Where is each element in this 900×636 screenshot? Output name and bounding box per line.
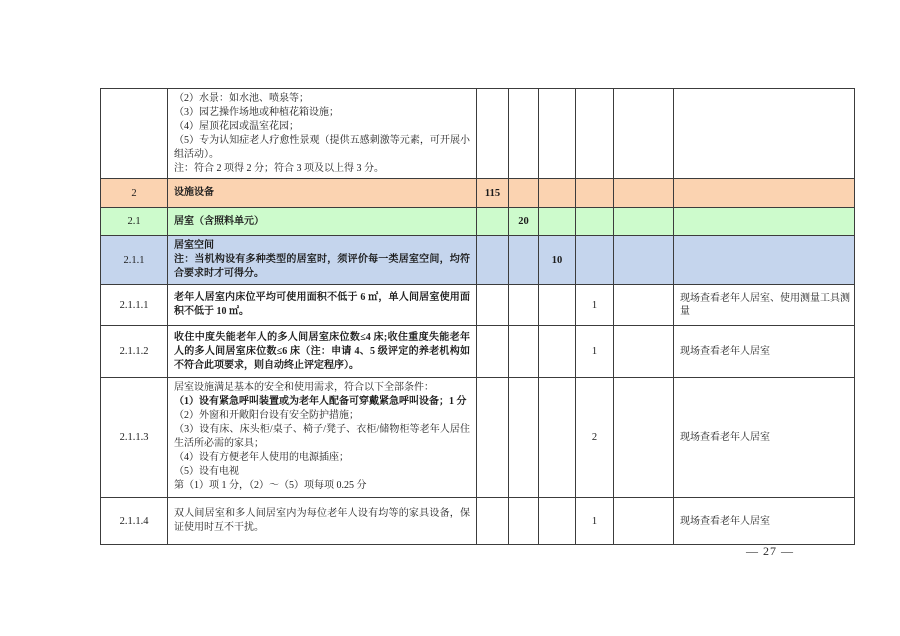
row-desc	[168, 208, 477, 235]
notes-cell	[674, 179, 854, 207]
score-cell	[539, 89, 576, 178]
notes-cell: 现场查看老年人居室	[680, 432, 770, 443]
score-cell	[614, 285, 674, 325]
score-cell	[477, 498, 509, 544]
score-cell	[509, 326, 539, 377]
score-cell	[614, 89, 674, 178]
desc-line: （5）专为认知症老人疗愈性景观（提供五感刺激等元素，可开展小组活动）。	[174, 135, 470, 160]
table-row	[101, 285, 854, 326]
row-desc	[168, 179, 477, 207]
score-cell: 115	[477, 179, 509, 207]
desc-line: （2）外窗和开敞阳台设有安全防护措施；	[174, 410, 359, 421]
score-cell	[509, 89, 539, 178]
desc-line: 居室设施满足基本的安全和使用需求，符合以下全部条件：	[174, 382, 434, 393]
row-id: 2.1	[101, 208, 168, 235]
desc-line: 注：符合 2 项得 2 分；符合 3 项及以上得 3 分。	[174, 163, 384, 174]
score-cell	[614, 208, 674, 235]
score-cell	[477, 378, 509, 497]
score-cell	[576, 89, 614, 178]
score-cell	[509, 285, 539, 325]
table-row	[101, 179, 854, 208]
desc-line: （4）设有方便老年人使用的电源插座；	[174, 452, 349, 463]
desc-line: 收住中度失能老年人的多人间居室床位数≤4 床;收住重度失能老年人的多人间居室床位数≤6 床（注：申请 4、5 级评定的养老机构如不符合此项要求，则自动终止评定程序）。	[174, 331, 470, 371]
desc-line: 居室空间	[174, 240, 214, 251]
row-id: 2	[101, 179, 168, 207]
row-id: 2.1.1.1	[101, 285, 168, 325]
notes-cell: 现场查看老年人居室	[680, 515, 770, 527]
notes-cell: 现场查看老年人居室	[680, 346, 770, 357]
table-row	[101, 236, 854, 285]
row-id: 2.1.1.2	[101, 326, 168, 377]
row-id: 2.1.1.3	[101, 378, 168, 497]
score-cell	[509, 378, 539, 497]
score-cell	[477, 89, 509, 178]
row-desc	[168, 326, 477, 377]
score-cell	[539, 179, 576, 207]
desc-line: 居室（含照料单元）	[174, 215, 264, 227]
score-cell	[614, 179, 674, 207]
row-desc	[168, 89, 477, 178]
score-cell	[477, 285, 509, 325]
desc-line: （4）屋顶花园或温室花园；	[174, 121, 299, 132]
score-cell: 1	[576, 498, 614, 544]
score-cell	[576, 179, 614, 207]
desc-line: 第（1）项 1 分，（2）～（5）项每项 0.25 分	[174, 480, 367, 491]
notes-cell	[674, 208, 854, 235]
table-row	[101, 498, 854, 544]
row-id: 2.1.1.4	[101, 498, 168, 544]
row-desc	[168, 236, 477, 284]
score-cell: 1	[576, 326, 614, 377]
score-cell	[539, 498, 576, 544]
score-cell	[509, 236, 539, 284]
desc-line: 双人间居室和多人间居室内为每位老年人设有均等的家具设备，保证使用时互不干扰。	[174, 508, 470, 533]
row-id	[101, 89, 168, 178]
desc-line: （3）设有床、床头柜/桌子、椅子/凳子、衣柜/储物柜等老年人居住生活所必需的家具；	[174, 424, 470, 449]
score-cell	[576, 208, 614, 235]
page-number: — 27 —	[746, 544, 794, 558]
score-cell	[614, 378, 674, 497]
desc-line: （3）园艺操作场地或种植花箱设施；	[174, 107, 339, 118]
row-desc	[168, 498, 477, 544]
score-cell: 10	[539, 236, 576, 284]
score-cell: 2	[576, 378, 614, 497]
table-row	[101, 326, 854, 378]
desc-line: 注：当机构设有多种类型的居室时，须评价每一类居室空间，均符合要求时才可得分。	[174, 254, 470, 279]
score-cell	[509, 498, 539, 544]
score-cell	[539, 326, 576, 377]
score-cell	[614, 236, 674, 284]
score-cell: 20	[509, 208, 539, 235]
notes-cell: 现场查看老年人居室、使用测量工具测量	[680, 293, 850, 317]
desc-line: （1）设有紧急呼叫装置或为老年人配备可穿戴紧急呼叫设备；1 分	[174, 396, 467, 407]
row-desc	[168, 378, 477, 497]
score-cell	[477, 236, 509, 284]
desc-line: （5）设有电视	[174, 466, 239, 477]
assessment-table	[100, 88, 855, 545]
score-cell	[576, 236, 614, 284]
table-row	[101, 208, 854, 236]
row-id: 2.1.1	[101, 236, 168, 284]
desc-line: （2）水景：如水池、喷泉等；	[174, 93, 309, 104]
score-cell	[539, 285, 576, 325]
score-cell	[539, 378, 576, 497]
notes-cell	[674, 89, 854, 178]
score-cell	[539, 208, 576, 235]
notes-cell	[674, 236, 854, 284]
score-cell	[614, 498, 674, 544]
desc-line: 设施设备	[174, 187, 214, 198]
score-cell	[477, 208, 509, 235]
score-cell: 1	[576, 285, 614, 325]
table-row	[101, 89, 854, 179]
table-row	[101, 378, 854, 498]
row-desc	[168, 285, 477, 325]
score-cell	[614, 326, 674, 377]
desc-line: 老年人居室内床位平均可使用面积不低于 6 ㎡，单人间居室使用面积不低于 10 ㎡。	[174, 292, 470, 317]
score-cell	[477, 326, 509, 377]
score-cell	[509, 179, 539, 207]
